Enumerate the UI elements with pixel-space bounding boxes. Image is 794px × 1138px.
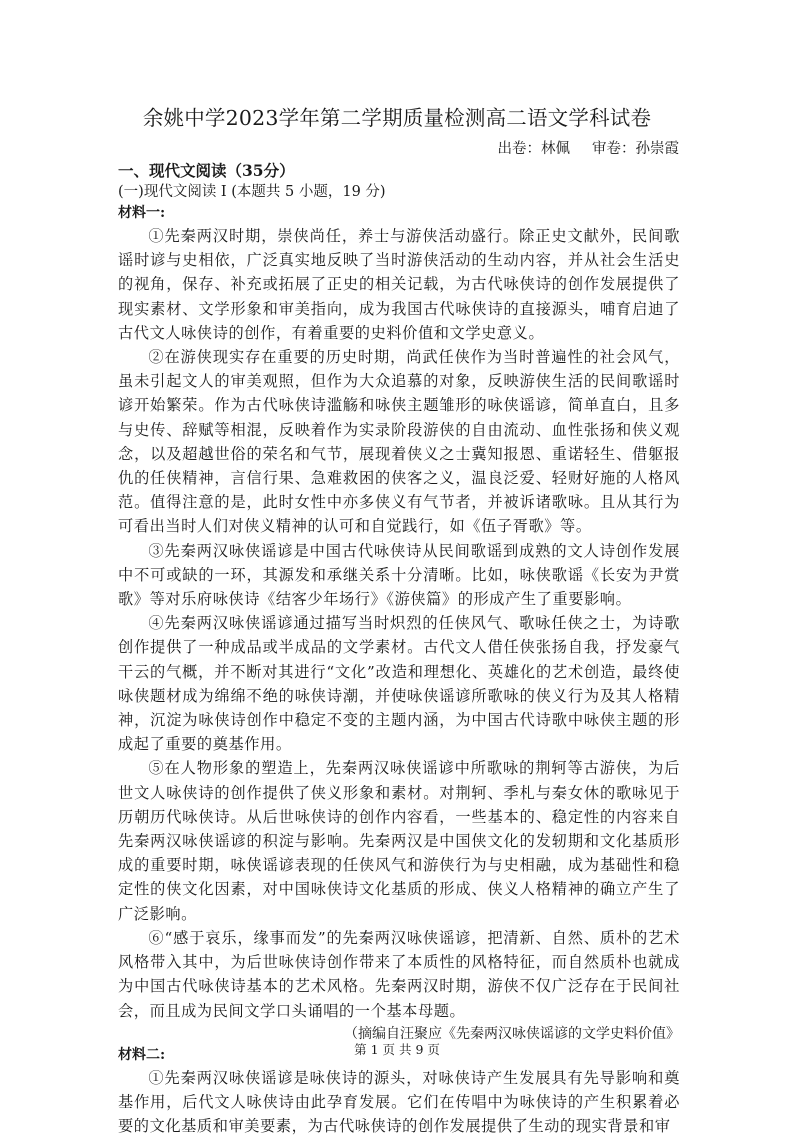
subsection-heading: (一)现代文阅读 I (本题共 5 小题，19 分) [118, 184, 386, 200]
exam-content [118, 160, 680, 1138]
material-one-label: 材料一: [118, 205, 166, 221]
author-line [498, 139, 680, 159]
section-heading: 一、现代文阅读（35分） [118, 161, 295, 180]
material-one-paragraph-4: ④先秦两汉咏侠谣谚通过描写当时炽烈的任侠风气、歌咏任侠之士，为诗歌创作提供了一种成品或半成品的文学素材。古代文人借任侠张扬自我，抒发豪气干云的气概，并不断对其进行“文化”改造和理想化、英雄化的艺术创造，最终使咏侠题材成为绵绵不绝的咏侠诗潮，并使咏侠谣谚所歌咏的侠义行为及其人格精神，沉淀为咏侠诗创作中稳定不变的主题内涵，为中国古代诗歌中咏侠主题的形成起了重要的奠基作用。 [118, 614, 680, 754]
material-one-paragraph-6: ⑥“感于哀乐，缘事而发”的先秦两汉咏侠谣谚，把清新、自然、质朴的艺术风格带入其中，为后世咏侠诗创作带来了本质性的风格特征，而自然质朴也就成为中国古代咏侠诗基本的艺术风格。先秦两汉时期，游侠不仅广泛存在于民间社会，而且成为民间文学口头诵唱的一个基本母题。 [118, 928, 680, 1020]
page-footer: 第 1 页 共 9 页 [354, 1042, 440, 1057]
paper-reviewer: 审卷：孙崇霞 [592, 141, 679, 157]
material-one-source: （摘编自汪聚应《先秦两汉咏侠谣谚的文学史料价值》 [344, 1025, 680, 1042]
material-one-paragraph-5: ⑤在人物形象的塑造上，先秦两汉咏侠谣谚中所歌咏的荆轲等古游侠，为后世文人咏侠诗的创作提供了侠义形象和素材。对荆轲、季札与秦女休的歌咏见于历朝历代咏侠诗。从后世咏侠诗的创作内容看，一些基本的、稳定性的内容来自先秦两汉咏侠谣谚的积淀与影响。先秦两汉是中国侠文化的发轫期和文化基质形成的重要时期，咏侠谣谚表现的任侠风气和游侠行为与史相融，成为基础性和稳定性的侠文化因素，对中国咏侠诗文化基质的形成、侠义人格精神的确立产生了广泛影响。 [118, 759, 680, 923]
exam-title: 余姚中学2023学年第二学期质量检测高二语文学科试卷 [142, 106, 652, 130]
material-one-paragraph-2: ②在游侠现实存在重要的历史时期，尚武任侠作为当时普遍性的社会风气，虽未引起文人的审美观照，但作为大众追慕的对象，反映游侠生活的民间歌谣时谚开始繁荣。作为古代咏侠诗滥觞和咏侠主题雏形的咏侠谣谚，简单直白，且多与史传、辞赋等相混，反映着作为实录阶段游侠的自由流动、血性张扬和侠义观念，以及超越世俗的荣名和气节，展现着侠义之士冀知报恩、重诺轻生、借躯报仇的任侠精神，言信行果、急难救困的侠客之义，温良泛爱、轻财好施的人格风范。值得注意的是，此时女性中亦多侠义有气节者，并被诉诸歌咏。且从其行为可看出当时人们对侠义精神的认可和自觉践行，如《伍子胥歌》等。 [118, 348, 680, 536]
material-one-paragraph-3: ③先秦两汉咏侠谣谚是中国古代咏侠诗从民间歌谣到成熟的文人诗创作发展中不可或缺的一环，其源发和承继关系十分清晰。比如，咏侠歌谣《长安为尹赏歌》等对乐府咏侠诗《结客少年场行》《游侠篇》的形成产生了重要影响。 [118, 541, 680, 609]
material-one-paragraph-1: ①先秦两汉时期，崇侠尚任，养士与游侠活动盛行。除正史文献外，民间歌谣时谚与史相依，广泛真实地反映了当时游侠活动的生动内容，并从社会生活史的视角，保存、补充或拓展了正史的相关记载，为古代咏侠诗的创作发展提供了现实素材、文学形象和审美指向，成为我国古代咏侠诗的直接源头，哺育启迪了古代文人咏侠诗的创作，有着重要的史料价值和文学史意义。 [118, 227, 680, 342]
material-two-label: 材料二: [118, 1046, 166, 1063]
material-two-paragraph-1: ①先秦两汉咏侠谣谚是咏侠诗的源头，对咏侠诗产生发展具有先导影响和奠基作用，后代文人咏侠诗由此孕育发展。它们在传唱中为咏侠诗的产生积累着必要的文化基质和审美要素，为古代咏侠诗的创作发展提供了生动的现实背景和审 [118, 1068, 680, 1136]
paper-setter: 出卷：林佩 [497, 141, 570, 157]
